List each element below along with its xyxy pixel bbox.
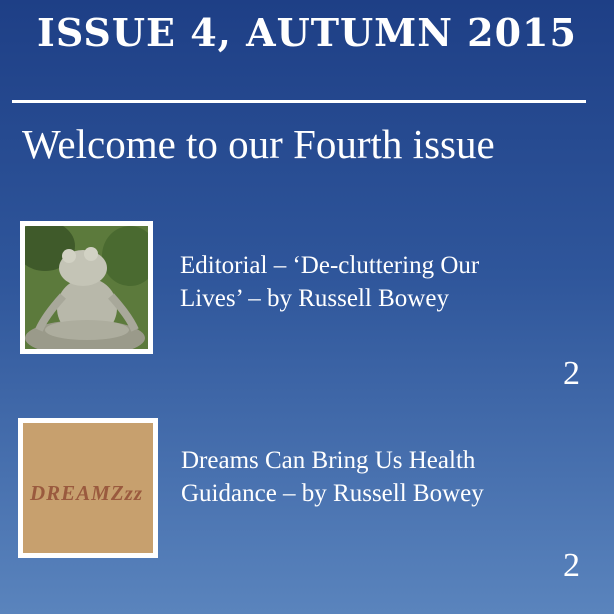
article-2-thumbnail[interactable] xyxy=(18,418,158,558)
header-divider xyxy=(12,100,586,103)
article-2-title-line-2: Guidance – by Russell Bowey xyxy=(181,480,484,507)
article-2-page-number: 2 xyxy=(563,547,580,584)
article-1-thumbnail[interactable] xyxy=(20,221,153,354)
article-1-title-line-2: Lives’ – by Russell Bowey xyxy=(180,285,449,312)
frog-statue-image xyxy=(25,226,148,349)
dreamzzz-image-text: DREAMZzz xyxy=(30,481,144,505)
article-2-title[interactable] xyxy=(181,444,581,510)
article-2-title-line-1: Dreams Can Bring Us Health xyxy=(181,447,476,474)
article-1-title-line-1: Editorial – ‘De-cluttering Our xyxy=(180,252,480,279)
welcome-heading: Welcome to our Fourth issue xyxy=(22,121,495,167)
article-1-title[interactable] xyxy=(180,249,580,315)
issue-title: ISSUE 4, AUTUMN 2015 xyxy=(37,10,577,55)
article-1-page-number: 2 xyxy=(563,355,580,392)
